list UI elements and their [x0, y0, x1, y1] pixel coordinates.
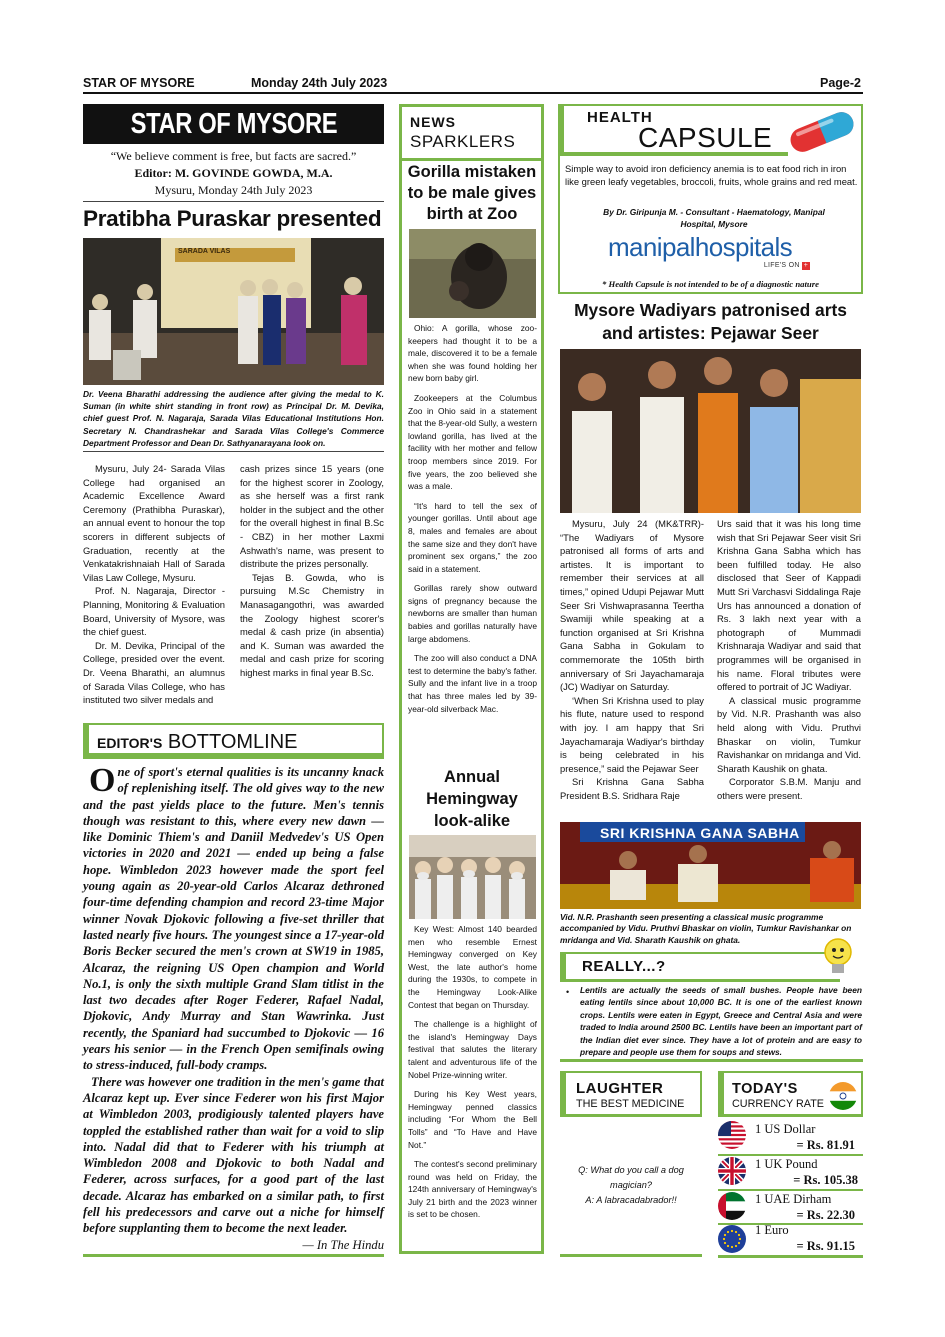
health-title-light: CAPSULE	[638, 122, 773, 153]
currency-aed-value: = Rs. 22.30	[796, 1208, 855, 1222]
editor-para-1-text: ne of sport's eternal qualities is its uncanny knack of replenishing itself. The old gives way to the new and the past yields place to the future. Men's tennis though was resistant to this, where every new dawn — like Dominic Thiem's and Daniil Medvedev's US Open victories in 2020 and 2021 — ended up being a false hope. Wimbledon 2023 however made the sport feel young again as 20-year-old Carlos Alcaraz dethroned four-time defending champion and record 23-time Major winner Novak Djokovic following a five-set thriller that lasted nearly five hours. The youngest since a 17-year-old Boris Becker secured the men's crown at SW19 in 1985, Alcaraz, the reigning US Open champion and World No.1, is only the sixth multiple Grand Slam titlist in the last two decades after Roger Federer, Rafael Nadal, Djokovic, Andy Murray and Stan Wawrinka. Just recently, the Spaniard had succumbed to Djokovic — 16 years his senior — in the French Open semifinals owing to stress-induced, full-body cramps.	[83, 765, 384, 1073]
text-paragraph: Corporator S.B.M. Manju and others were present.	[717, 776, 861, 801]
laughter-joke	[560, 1163, 702, 1208]
editor-bottomline-title	[83, 723, 384, 759]
really-title: REALLY...?	[582, 958, 666, 975]
pratibha-col1	[83, 462, 225, 707]
header-page-number: Page-2	[820, 76, 861, 90]
music-photo	[560, 822, 861, 909]
text-paragraph: Gorillas rarely show outward signs of pregnancy because the newborns are smaller than human babies and gorillas naturally have large abdomens.	[408, 583, 537, 644]
laughter-title: LAUGHTER	[576, 1080, 664, 1097]
manipal-logo	[608, 231, 818, 275]
hemingway-article	[408, 923, 537, 1221]
text-paragraph: Tejas B. Gowda, who is pursuing M.Sc Chemistry in Manasagangothri, was awarded the Zoology highest scorer's medal & cash prize (in absentia) and K. Suman was awarded the medal and cash prize for scoring highest marks in final year B.Sc.	[240, 571, 384, 678]
editor-source: — In The Hindu	[302, 1237, 384, 1252]
wadiyars-col2	[717, 517, 861, 802]
text-paragraph: During his Key West years, Hemingway penned classics including “For Whom the Bell Tolls” and “To Have and Have Not.”	[408, 1089, 537, 1150]
currency-gbp-value: = Rs. 105.38	[793, 1173, 858, 1187]
health-title-bold: HEALTH	[587, 109, 653, 126]
hemingway-photo	[409, 835, 536, 919]
masthead-info	[83, 148, 384, 199]
masthead-dateline: Mysuru, Monday 24th July 2023	[154, 183, 313, 197]
manipal-tagline	[764, 262, 810, 270]
health-disclaimer: * Health Capsule is not intended to be of a diagnostic nature	[602, 279, 819, 289]
text-paragraph: Mysuru, July 24- Sarada Vilas College had organised an Academic Excellence Award Ceremony (Prathibha Puraskar), an annual event to honour the top scorers in different subjects of Graduation, recently at the Venkatakrishnaiah Hall of Sarada Vilas Law College, Mysuru.	[83, 463, 225, 583]
editor-bottomline-body	[83, 764, 384, 1253]
divider	[83, 201, 384, 202]
uae-flag-icon	[718, 1192, 746, 1220]
page-header	[83, 76, 863, 94]
editor-title-light: BOTTOMLINE	[167, 731, 298, 753]
laughter-bottom-rule	[560, 1254, 702, 1257]
laughter-question: Q: What do you call a dog magician?	[578, 1165, 684, 1190]
eu-flag-icon	[718, 1225, 746, 1253]
masthead-logo	[83, 104, 384, 144]
currency-eur-value: = Rs. 91.15	[796, 1239, 855, 1253]
text-paragraph: Mysuru, July 24 (MK&TRR)- “The Wadiyars of Mysore patronised all forms of arts and artistes. It is important to remember their services at all times,” opined Udupi Pejawar Mutt Seer Sri Vishwaprasanna Teertha Swamiji while speaking at a function organised at Sri Krishna Gana Sabha in Gokulam to commemorate the 105th birth anniversary of Sri Jayachamaraja (JC) Wadiyar on Saturday.	[560, 518, 704, 693]
really-text: Lentils are actually the seeds of small bushes. People have been eating lentils since about 10,000 BC. It is one of the earliest known crops. Lentils were eaten in Egypt, Greece and Central Asia and were traded to India around 2500 BC. Lentils have been an important part of the Indian diet ever since. They have a lot of protein and are easy to prepare and people use them for soups and stews.	[580, 985, 862, 1058]
wadiyars-headline: Mysore Wadiyars patronised arts and artistes: Pejawar Seer	[574, 300, 847, 343]
gorilla-photo	[409, 229, 536, 318]
currency-usd-unit: 1 US Dollar	[755, 1122, 816, 1136]
manipal-tagline-text: LIFE'S ON	[763, 262, 800, 269]
divider	[401, 158, 542, 161]
header-date: Monday 24th July 2023	[251, 76, 388, 90]
sparklers-title-light: SPARKLERS	[410, 132, 516, 151]
text-paragraph: Urs said that it was his long time wish that Sri Pejawar Seer visit Sri Krishna Gana Sabha which has been fulfilled today. He also disclosed that Seer of Kappadi Mutt Sri Varchasvi Siddalinga Raje Urs has announced a donation of Rs. 3 lakh next year with a photograph of Mummadi Krishnaraja Wadiyar and said that programmes will be organised in his name. Floral tributes were offered to portrait of JC Wadiyar.	[717, 518, 861, 693]
gorilla-article	[408, 322, 537, 715]
text-paragraph: ‘When Sri Krishna used to play his flute, nature used to respond with joy. I am happy that Sri Jayachamaraja Wadiyar's birthday is being celebrated in his presence,” said the Pejawar Seer	[560, 694, 704, 774]
text-paragraph: Zookeepers at the Columbus Zoo in Ohio said in a statement that the 8-year-old Sully, a western lowland gorilla, has lived at the facility with her mother and fellow troop members since 2019. For five years, the zoo believed she was a male.	[408, 392, 537, 492]
uk-flag-icon	[718, 1157, 746, 1185]
news-sparklers-title	[410, 112, 540, 152]
text-paragraph: Prof. N. Nagaraja, Director - Planning, Monitoring & Evaluation Board, University of Mysore, was the chief guest.	[83, 585, 225, 638]
currency-gbp-unit: 1 UK Pound	[755, 1157, 818, 1171]
health-byline: By Dr. Giripunja M. - Consultant - Haematology, Manipal Hospital, Mysore	[603, 207, 825, 230]
pill-icon	[783, 108, 861, 156]
text-paragraph: Sri Krishna Gana Sabha President B.S. Sridhara Raje	[560, 776, 704, 801]
pratibha-photo-banner: SARADA VILAS	[178, 248, 231, 255]
currency-subtitle: CURRENCY RATE	[732, 1098, 824, 1110]
text-paragraph: The zoo will also conduct a DNA test to determine the baby's father. Sully and the infant live in a troop that has three males led by 39-year-old silverback Mac.	[408, 653, 537, 714]
text-paragraph: cash prizes since 15 years (one for the highest scorer in Zoology, as she herself was a first rank holder in the subject and the other for the overall highest in final B.Sc - CBZ) in her mother Laxmi Ashwath's name, was present to distribute the prizes personally.	[240, 463, 384, 570]
text-paragraph: The contest's second preliminary round was held on Friday, the 124th anniversary of Hemingway's July 21 birth and the 2023 winner is set to be chosen.	[408, 1159, 537, 1220]
text-paragraph: Key West: Almost 140 bearded men who resemble Ernest Hemingway converged on Key West, the late author's home during the 1930s, to compete in the Hemingway Look-Alike Contest that began on Thursday.	[408, 924, 537, 1010]
divider	[718, 1255, 863, 1258]
text-paragraph: Ohio: A gorilla, whose zoo-keepers had thought it to be a male, discovered it to be a female when she was found holding her new born baby girl.	[408, 323, 537, 384]
music-caption: Vid. N.R. Prashanth seen presenting a classical music programme accompanied by Vidu. Pruthvi Bhaskar on violin, Tumkur Ravishankar on mridanga and Vid. Sharath Kaushik on ghata.	[560, 912, 852, 945]
text-paragraph: A classical music programme by Vid. N.R. Prashanth was also held along with Vidu. Pruthvi Bhaskar on violin, Tumkur Ravishankar on mridanga and Vid. Sharath Kaushik on ghata.	[717, 694, 861, 774]
really-bullet: •	[566, 987, 570, 997]
wadiyars-photo	[560, 349, 861, 513]
divider	[718, 1154, 863, 1156]
laughter-answer: A: A labracadabrador!!	[585, 1195, 677, 1205]
divider	[718, 1189, 863, 1191]
editor-bottom-rule	[83, 1254, 384, 1257]
music-photo-banner: SRI KRISHNA GANA SABHA	[600, 825, 800, 841]
gorilla-headline: Gorilla mistaken to be male gives birth at Zoo	[407, 163, 537, 223]
text-paragraph: The challenge is a highlight of the island's Hemingway Days festival that salutes the literary talent and adventurous life of the Nobel Prize-winning writer.	[408, 1019, 537, 1080]
us-flag-icon	[718, 1121, 746, 1149]
pratibha-photo	[83, 238, 384, 385]
plus-icon: +	[803, 262, 809, 269]
manipal-logo-text: manipalhospitals	[608, 232, 793, 262]
hemingway-headline: Annual Hemingway look-alike	[426, 768, 518, 830]
sparklers-title-bold: NEWS	[410, 114, 456, 130]
masthead-quote: “We believe comment is free, but facts are sacred.”	[110, 149, 357, 163]
wadiyars-col1	[560, 517, 704, 802]
masthead-editor: Editor: M. GOVINDE GOWDA, M.A.	[134, 166, 333, 180]
drop-cap: O	[89, 762, 116, 799]
editor-para-2: There was however one tradition in the men's game that Alcaraz kept up. Ever since Federer won his first Major at Wimbledon 2003, prodigiously talented players have toppled the established rather than wait for a void to slip into. Nadal did that to Federer with his triumph at Wimbledon 2008 and Djokovic to both Nadal and Federer, across surfaces, for a good part of the last decade. Alcaraz has embarked on a similar path, to first fell his predecessors and carve out a niche for himself before supplanting them to become the next leader.	[83, 1074, 384, 1236]
editor-para-1	[83, 764, 384, 1074]
pratibha-headline: Pratibha Puraskar presented	[83, 206, 382, 231]
health-text: Simple way to avoid iron deficiency anemia is to eat food rich in iron like green leafy vegetables, broccoli, fruits, whole grains and red meat.	[565, 163, 858, 187]
header-paper-name: STAR OF MYSORE	[83, 76, 195, 90]
india-flag-icon	[829, 1082, 857, 1110]
laughter-title-frame	[560, 1071, 702, 1117]
text-paragraph: Dr. M. Devika, Principal of the College, presided over the event. Dr. Veena Bharathi, an alumnus of Sarada Vilas College, who has instituted two silver medals and	[83, 639, 225, 706]
divider	[718, 1223, 863, 1225]
currency-aed-unit: 1 UAE Dirham	[755, 1192, 832, 1206]
currency-usd-value: = Rs. 81.91	[796, 1138, 855, 1152]
currency-eur-unit: 1 Euro	[755, 1223, 789, 1237]
editor-title-bold: EDITOR'S	[97, 735, 163, 751]
laughter-subtitle: THE BEST MEDICINE	[576, 1098, 685, 1110]
text-paragraph: “It's hard to tell the sex of younger gorillas. Until about age 8, males and females are about the same size and they don't have prominent sex organs,” the zoo said in a statement.	[408, 500, 537, 574]
masthead-logo-text: STAR OF MYSORE	[130, 108, 337, 140]
lightbulb-icon	[820, 936, 856, 980]
pratibha-caption: Dr. Veena Bharathi addressing the audience after giving the medal to K. Suman (in white shirt standing in front row) as Principal Dr. M. Devika, chief guest Prof. N. Nagaraja, Sarada Vilas Educational Institutions Hon. Secretary N. Chandrashekar and Sarada Vilas College's Commerce Department Professor and Dean Dr. Sathyanarayana look on.	[83, 388, 384, 452]
currency-title: TODAY'S	[732, 1081, 798, 1097]
pratibha-col2	[240, 462, 384, 680]
really-title-frame	[560, 952, 840, 982]
